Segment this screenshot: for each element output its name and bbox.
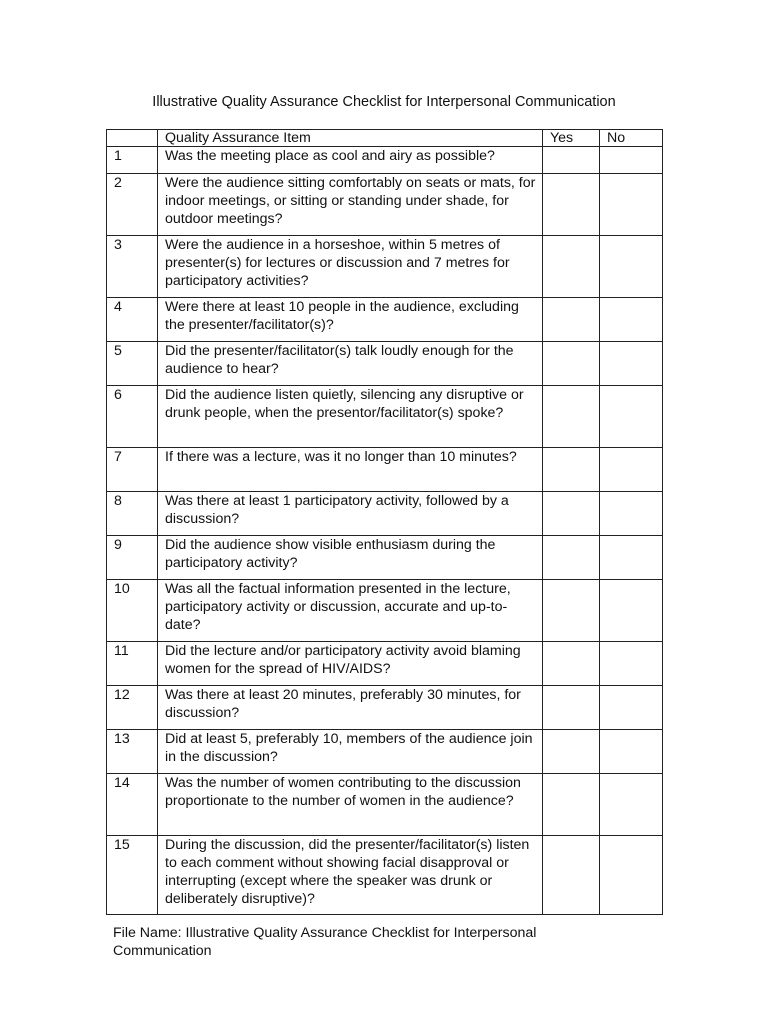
row-number: 6: [107, 386, 158, 448]
header-yes: Yes: [543, 130, 600, 147]
yes-cell[interactable]: [543, 642, 600, 686]
no-cell[interactable]: [600, 642, 663, 686]
table-row: [107, 298, 663, 342]
table-row: [107, 174, 663, 236]
row-number: 10: [107, 580, 158, 642]
row-item-text: Were the audience in a horseshoe, within 5 metres of presenter(s) for lectures or discussion and 7 metres for participatory activities?: [158, 236, 543, 298]
header-item: Quality Assurance Item: [158, 130, 543, 147]
table-row: [107, 774, 663, 836]
row-number: 7: [107, 448, 158, 492]
row-item-text: Did the audience show visible enthusiasm during the participatory activity?: [158, 536, 543, 580]
no-cell[interactable]: [600, 730, 663, 774]
no-cell[interactable]: [600, 298, 663, 342]
yes-cell[interactable]: [543, 236, 600, 298]
table-row: [107, 147, 663, 174]
row-item-text: Did at least 5, preferably 10, members of the audience join in the discussion?: [158, 730, 543, 774]
yes-cell[interactable]: [543, 686, 600, 730]
row-number: 9: [107, 536, 158, 580]
row-item-text: Was the meeting place as cool and airy as possible?: [158, 147, 543, 174]
row-number: 4: [107, 298, 158, 342]
row-number: 8: [107, 492, 158, 536]
row-item-text: Was the number of women contributing to the discussion proportionate to the number of women in the audience?: [158, 774, 543, 836]
yes-cell[interactable]: [543, 342, 600, 386]
yes-cell[interactable]: [543, 492, 600, 536]
row-number: 11: [107, 642, 158, 686]
row-item-text: Was there at least 1 participatory activity, followed by a discussion?: [158, 492, 543, 536]
yes-cell[interactable]: [543, 774, 600, 836]
yes-cell[interactable]: [543, 536, 600, 580]
yes-cell[interactable]: [543, 730, 600, 774]
no-cell[interactable]: [600, 448, 663, 492]
row-number: 3: [107, 236, 158, 298]
checklist-table: [106, 129, 663, 915]
no-cell[interactable]: [600, 342, 663, 386]
yes-cell[interactable]: [543, 448, 600, 492]
no-cell[interactable]: [600, 147, 663, 174]
page-title: Illustrative Quality Assurance Checklist for Interpersonal Communication: [152, 94, 616, 110]
row-item-text: Was there at least 20 minutes, preferably 30 minutes, for discussion?: [158, 686, 543, 730]
row-number: 13: [107, 730, 158, 774]
table-header-row: [107, 130, 663, 147]
row-item-text: Were there at least 10 people in the audience, excluding the presenter/facilitator(s)?: [158, 298, 543, 342]
file-name-footer: File Name: Illustrative Quality Assurance Checklist for Interpersonal Communication: [113, 925, 537, 959]
no-cell[interactable]: [600, 236, 663, 298]
no-cell[interactable]: [600, 386, 663, 448]
table-row: [107, 386, 663, 448]
row-number: 5: [107, 342, 158, 386]
yes-cell[interactable]: [543, 174, 600, 236]
yes-cell[interactable]: [543, 147, 600, 174]
no-cell[interactable]: [600, 686, 663, 730]
no-cell[interactable]: [600, 536, 663, 580]
table-row: [107, 448, 663, 492]
table-row: [107, 236, 663, 298]
table-row: [107, 580, 663, 642]
row-item-text: Did the audience listen quietly, silencing any disruptive or drunk people, when the presentor/facilitator(s) spoke?: [158, 386, 543, 448]
table-row: [107, 342, 663, 386]
table-row: [107, 836, 663, 915]
yes-cell[interactable]: [543, 298, 600, 342]
header-number: [107, 130, 158, 147]
table-row: [107, 686, 663, 730]
row-item-text: Were the audience sitting comfortably on seats or mats, for indoor meetings, or sitting or standing under shade, for outdoor meetings?: [158, 174, 543, 236]
table-row: [107, 492, 663, 536]
no-cell[interactable]: [600, 836, 663, 915]
row-number: 2: [107, 174, 158, 236]
yes-cell[interactable]: [543, 580, 600, 642]
row-number: 14: [107, 774, 158, 836]
no-cell[interactable]: [600, 580, 663, 642]
row-item-text: If there was a lecture, was it no longer than 10 minutes?: [158, 448, 543, 492]
table-row: [107, 730, 663, 774]
yes-cell[interactable]: [543, 386, 600, 448]
row-number: 15: [107, 836, 158, 915]
no-cell[interactable]: [600, 492, 663, 536]
row-item-text: Was all the factual information presented in the lecture, participatory activity or discussion, accurate and up-to-date?: [158, 580, 543, 642]
table-row: [107, 536, 663, 580]
row-number: 12: [107, 686, 158, 730]
row-item-text: Did the lecture and/or participatory activity avoid blaming women for the spread of HIV/AIDS?: [158, 642, 543, 686]
row-number: 1: [107, 147, 158, 174]
row-item-text: Did the presenter/facilitator(s) talk loudly enough for the audience to hear?: [158, 342, 543, 386]
row-item-text: During the discussion, did the presenter/facilitator(s) listen to each comment without showing facial disapproval or interrupting (except where the speaker was drunk or deliberately disruptive)?: [158, 836, 543, 915]
yes-cell[interactable]: [543, 836, 600, 915]
no-cell[interactable]: [600, 774, 663, 836]
table-row: [107, 642, 663, 686]
no-cell[interactable]: [600, 174, 663, 236]
header-no: No: [600, 130, 663, 147]
